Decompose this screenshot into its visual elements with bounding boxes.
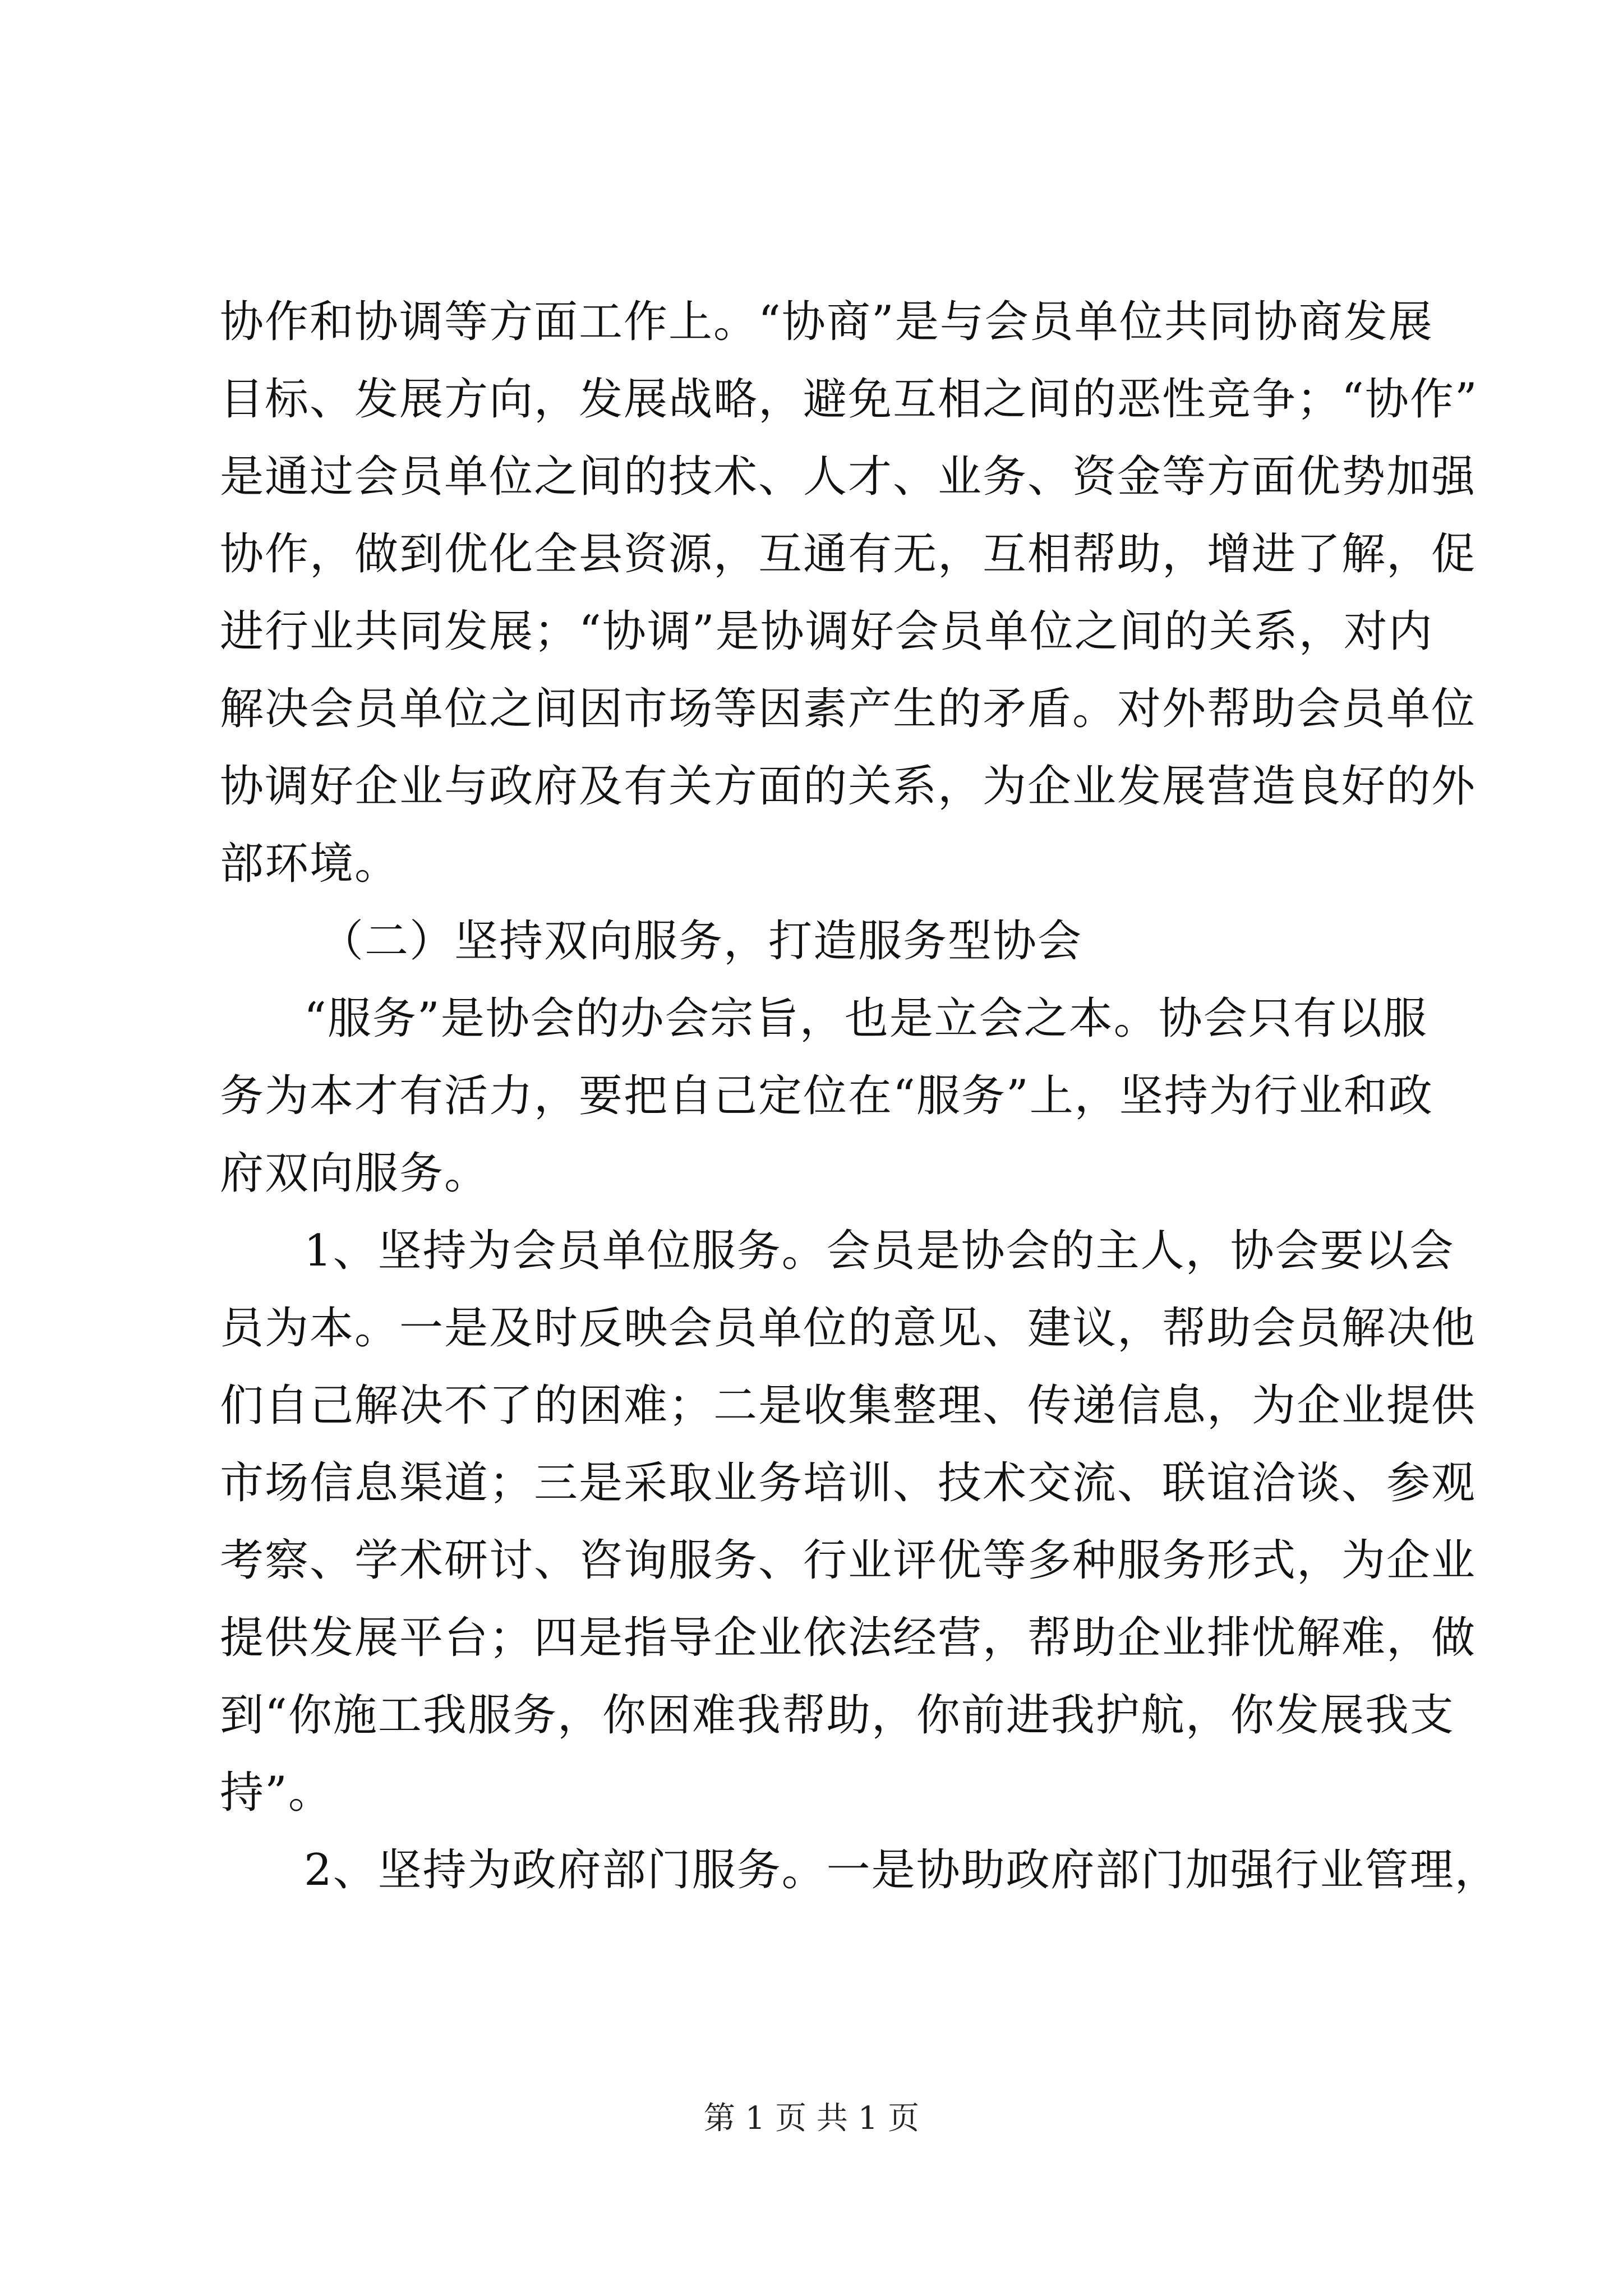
- text-line: 协作和协调等方面工作上。“协商”是与会员单位共同协商发展: [220, 297, 1433, 347]
- text-line: 进行业共同发展；“协调”是协调好会员单位之间的关系，对内: [220, 606, 1433, 657]
- text-line: “服务”是协会的办会宗旨，也是立会之本。协会只有以服: [304, 993, 1428, 1044]
- text-line: 协作，做到优化全县资源，互通有无，互相帮助，增进了解，促: [220, 529, 1477, 579]
- text-line: 们自己解决不了的困难；二是收集整理、传递信息，为企业提供: [220, 1381, 1477, 1431]
- text-line: 协调好企业与政府及有关方面的关系，为企业发展营造良好的外: [220, 761, 1477, 812]
- text-line: 是通过会员单位之间的技术、人才、业务、资金等方面优势加强: [220, 452, 1477, 502]
- section-heading: （二）坚持双向服务，打造服务型协会: [320, 916, 1083, 967]
- text-line: 提供发展平台；四是指导企业依法经营，帮助企业排忧解难，做: [220, 1613, 1477, 1663]
- text-line: 考察、学术研讨、咨询服务、行业评优等多种服务形式，为企业: [220, 1535, 1477, 1586]
- document-body: [220, 283, 1500, 1909]
- text-line: 1、坚持为会员单位服务。会员是协会的主人，协会要以会: [304, 1226, 1455, 1276]
- text-line: 目标、发展方向，发展战略，避免互相之间的恶性竞争；“协作”: [220, 374, 1478, 425]
- text-line: 务为本才有活力，要把自己定位在“服务”上，坚持为行业和政: [220, 1071, 1433, 1121]
- text-line: 府双向服务。: [220, 1148, 490, 1199]
- text-line: 解决会员单位之间因市场等因素产生的矛盾。对外帮助会员单位: [220, 684, 1477, 734]
- text-line: 持”。: [220, 1768, 333, 1818]
- text-line: 2、坚持为政府部门服务。一是协助政府部门加强行业管理，: [304, 1845, 1500, 1895]
- text-line: 员为本。一是及时反映会员单位的意见、建议，帮助会员解决他: [220, 1303, 1477, 1354]
- text-line: 到“你施工我服务，你困难我帮助，你前进我护航，你发展我支: [220, 1690, 1455, 1741]
- text-line: 市场信息渠道；三是采取业务培训、技术交流、联谊洽谈、参观: [220, 1458, 1477, 1508]
- page-footer: 第 1 页 共 1 页: [703, 2100, 920, 2137]
- text-line: 部环境。: [220, 839, 400, 889]
